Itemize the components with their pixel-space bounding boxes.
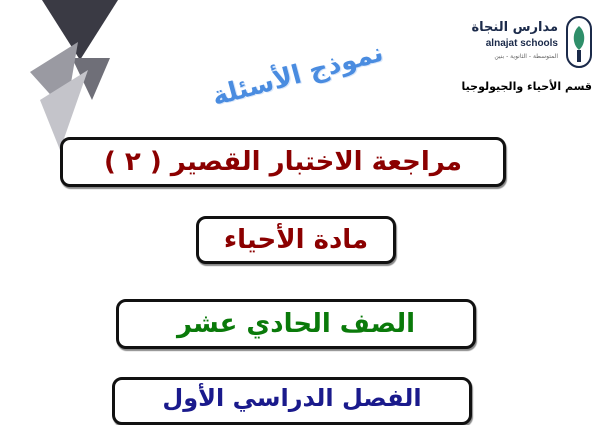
term-label: الفصل الدراسي الأول — [112, 377, 472, 425]
grade-label: الصف الحادي عشر — [116, 299, 476, 349]
page-title: مراجعة الاختبار القصير ( ٢ ) — [60, 137, 506, 187]
school-logo — [436, 8, 596, 100]
school-name-arabic: مدارس النجاة — [471, 20, 558, 35]
school-name-english: alnajat schools — [485, 38, 558, 49]
school-emblem-icon — [564, 14, 594, 70]
school-tagline: المتوسطة - الثانوية - بنين — [494, 53, 558, 60]
subject-label: مادة الأحياء — [196, 216, 396, 264]
question-model-stamp: نموذج الأسئلة — [209, 37, 387, 113]
department-name: قسم الأحياء والجيولوجيا — [461, 80, 592, 93]
decorative-triangles — [0, 0, 170, 160]
